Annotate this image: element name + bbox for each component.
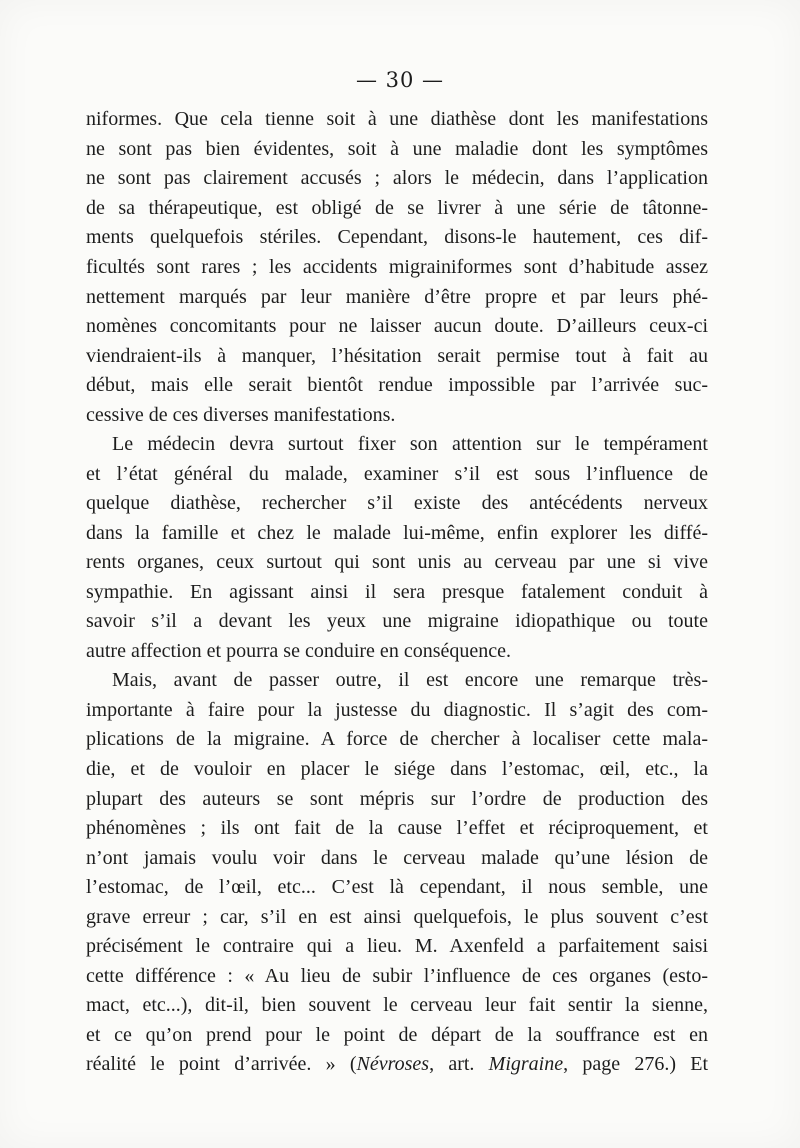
text-line: quelque diathèse, rechercher s’il existe des antécédents nerveux [86,492,708,514]
text-line: cessive de ces diverses manifestations. [86,404,396,426]
text-line: plupart des auteurs se sont mépris sur l’ordre de production des [86,788,708,810]
text-line: de sa thérapeutique, est obligé de se livrer à une série de tâtonne- [86,197,708,219]
text-line: n’ont jamais voulu voir dans le cerveau malade qu’une lésion de [86,847,708,869]
text-line: ne sont pas bien évidentes, soit à une maladie dont les symptômes [86,138,708,160]
text-line: et l’état général du malade, examiner s’il est sous l’influence de [86,463,708,485]
text-line: nettement marqués par leur manière d’être propre et par leurs phé- [86,286,708,308]
citation-work-title: Névroses [356,1053,430,1075]
text-line: importante à faire pour la justesse du diagnostic. Il s’agit des com- [86,699,708,721]
citation-article-title: Migraine [488,1053,564,1075]
text-line: ficultés sont rares ; les accidents migrainiformes sont d’habitude assez [86,256,708,278]
text-line: nomènes concomitants pour ne laisser aucun doute. D’ailleurs ceux-ci [86,315,708,337]
text-line: l’estomac, de l’œil, etc... C’est là cependant, il nous semble, une [86,876,708,898]
text-line: die, et de vouloir en placer le siége dans l’estomac, œil, etc., la [86,758,708,780]
text-line: cette différence : « Au lieu de subir l’influence de ces organes (esto- [86,965,708,987]
text-line: niformes. Que cela tienne soit à une diathèse dont les manifestations [86,108,708,130]
page-number: — 30 — [355,68,445,92]
text-line: début, mais elle serait bientôt rendue impossible par l’arrivée suc- [86,374,708,396]
text-line: rents organes, ceux surtout qui sont unis au cerveau par une si vive [86,551,708,573]
text-line: phénomènes ; ils ont fait de la cause l’effet et réciproquement, et [86,817,708,839]
text-line: et ce qu’on prend pour le point de départ de la souffrance est en [86,1024,708,1046]
text-line: mact, etc...), dit-il, bien souvent le cerveau leur fait sentir la sienne, [86,994,708,1016]
paragraph-start-line: Mais, avant de passer outre, il est encore une remarque très- [112,669,708,691]
citation-line [86,1049,708,1079]
paragraph-start-line: Le médecin devra surtout fixer son attention sur le tempérament [112,433,708,455]
citation-text-middle: , art. [429,1053,489,1075]
text-line: précisément le contraire qui a lieu. M. Axenfeld a parfaitement saisi [86,935,708,957]
text-line: viendraient-ils à manquer, l’hésitation serait permise tout à fait au [86,345,708,367]
text-line: ments quelquefois stériles. Cependant, disons-le hautement, ces dif- [86,226,708,248]
text-line: savoir s’il a devant les yeux une migraine idiopathique ou toute [86,610,708,632]
text-line: ne sont pas clairement accusés ; alors le médecin, dans l’application [86,167,708,189]
citation-text-after: , page 276.) Et [563,1053,709,1075]
text-line: dans la famille et chez le malade lui-même, enfin explorer les diffé- [86,522,708,544]
text-line: sympathie. En agissant ainsi il sera presque fatalement conduit à [86,581,708,603]
citation-text-before: réalité le point d’arrivée. » ( [86,1053,357,1075]
text-line: autre affection et pourra se conduire en conséquence. [86,640,511,662]
text-line: grave erreur ; car, s’il en est ainsi quelquefois, le plus souvent c’est [86,906,708,928]
text-line: plications de la migraine. A force de chercher à localiser cette mala- [86,728,708,750]
